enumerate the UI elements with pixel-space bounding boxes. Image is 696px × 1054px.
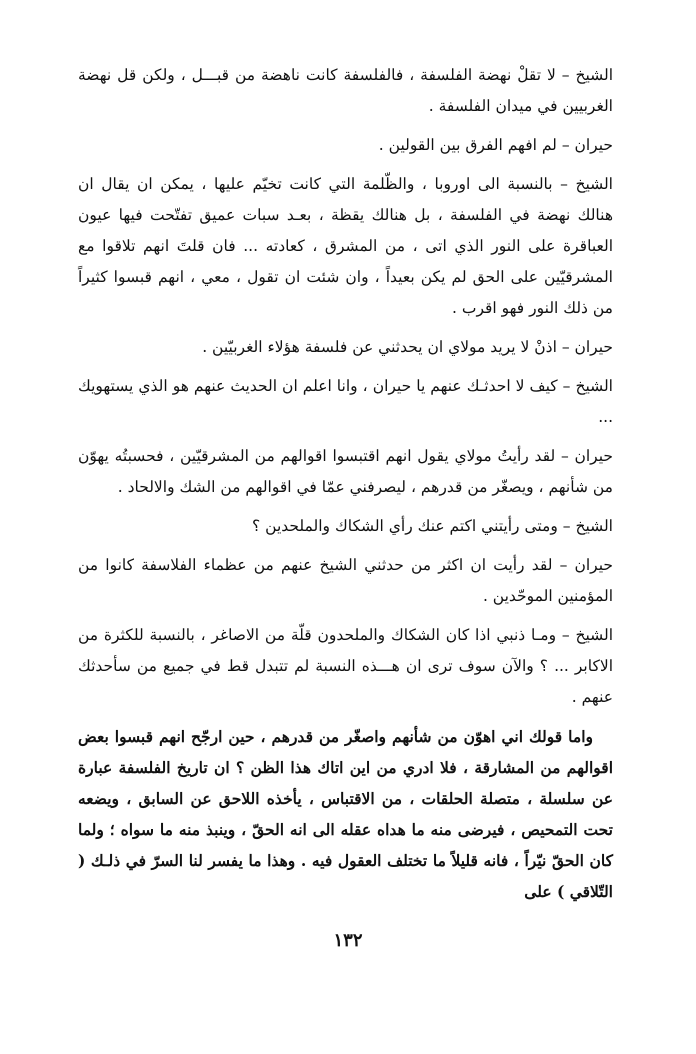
page-number: ١٣٢ [333,930,363,951]
paragraph-sheikh-1: الشيخ – لا تقلْ نهضة الفلسفة ، فالفلسفة كانت ناهضة من قبـــل ، ولكن قل نهضة الغربيين في ميدان الفلسفة . [78,66,613,115]
paragraph-hairan-4: حيران – لقد رأيت ان اكثر من حدثني الشيخ عنهم من عظماء الفلاسفة كانوا من المؤمنين الموحّدين . [78,556,613,605]
paragraph-hairan-1: حيران – لم افهم الفرق بين القولين . [378,136,613,154]
paragraph-hairan-3: حيران – لقد رأيتُ مولاي يقول انهم اقتبسوا اقوالهم من المشرقيّين ، فحسبتُه يهوّن من شأنهم ، ويصغّر من قدرهم ، ليصرفني عمّا في اقوالهم من الشك والالحاد . [78,447,613,496]
paragraph-continuation: واما قولك اني اهوّن من شأنهم واصغّر من قدرهم ، حين ارجّح انهم قبسوا بعض اقوالهم من المشارقة ، فلا ادري من اين اتاك هذا الظن ؟ ان تاريخ الفلسفة عبارة عن سلسلة ، متصلة الحلقات ، من الاقتباس ، يأخذه اللاحق عن السابق ، ويضعه تحت التمحيص ، فيرضى منه ما هداه عقله الى انه الحقّ ، وينبذ منه ما سواه ؛ ولما كان الحقّ نيّراً ، فانه قليلاً ما تختلف العقول فيه . وهذا ما يفسر لنا السرّ في ذلـك ( التّلاقي ) على [78,727,613,901]
document-page [78,60,613,1040]
paragraph-sheikh-4: الشيخ – ومتى رأيتني اكتم عنك رأي الشكاك والملحدين ؟ [252,517,613,535]
paragraph-sheikh-2: الشيخ – بالنسبة الى اوروبا ، والظّلمة التي كانت تخيّم عليها ، يمكن ان يقال ان هنالك نهضة في الفلسفة ، بل هنالك يقظة ، بعـد سبات عميق تفتّحت فيها عيون العباقرة على النور الذي اتى ، من المشرق ، كعادته ... فان قلتَ انهم تلاقوا مع المشرقيّين على الحق لم يكن بعيداً ، وان شئت ان تقول ، معي ، انهم قبسوا كثيراً من ذلك النور فهو اقرب . [78,175,613,317]
paragraph-hairan-2: حيران – اذنْ لا يريد مولاي ان يحدثني عن فلسفة هؤلاء الغربيّين . [202,338,613,356]
paragraph-sheikh-5: الشيخ – ومـا ذنبي اذا كان الشكاك والملحدون قلّة من الاصاغر ، بالنسبة للكثرة من الاكابر ... ؟ والآن سوف ترى ان هـــذه النسبة لم تتبدل قط في جميع من سأحدثك عنهم . [78,626,613,706]
paragraph-sheikh-3: الشيخ – كيف لا احدثـك عنهم يا حيران ، وانا اعلم ان الحديث عنهم هو الذي يستهويك ... [78,377,613,426]
